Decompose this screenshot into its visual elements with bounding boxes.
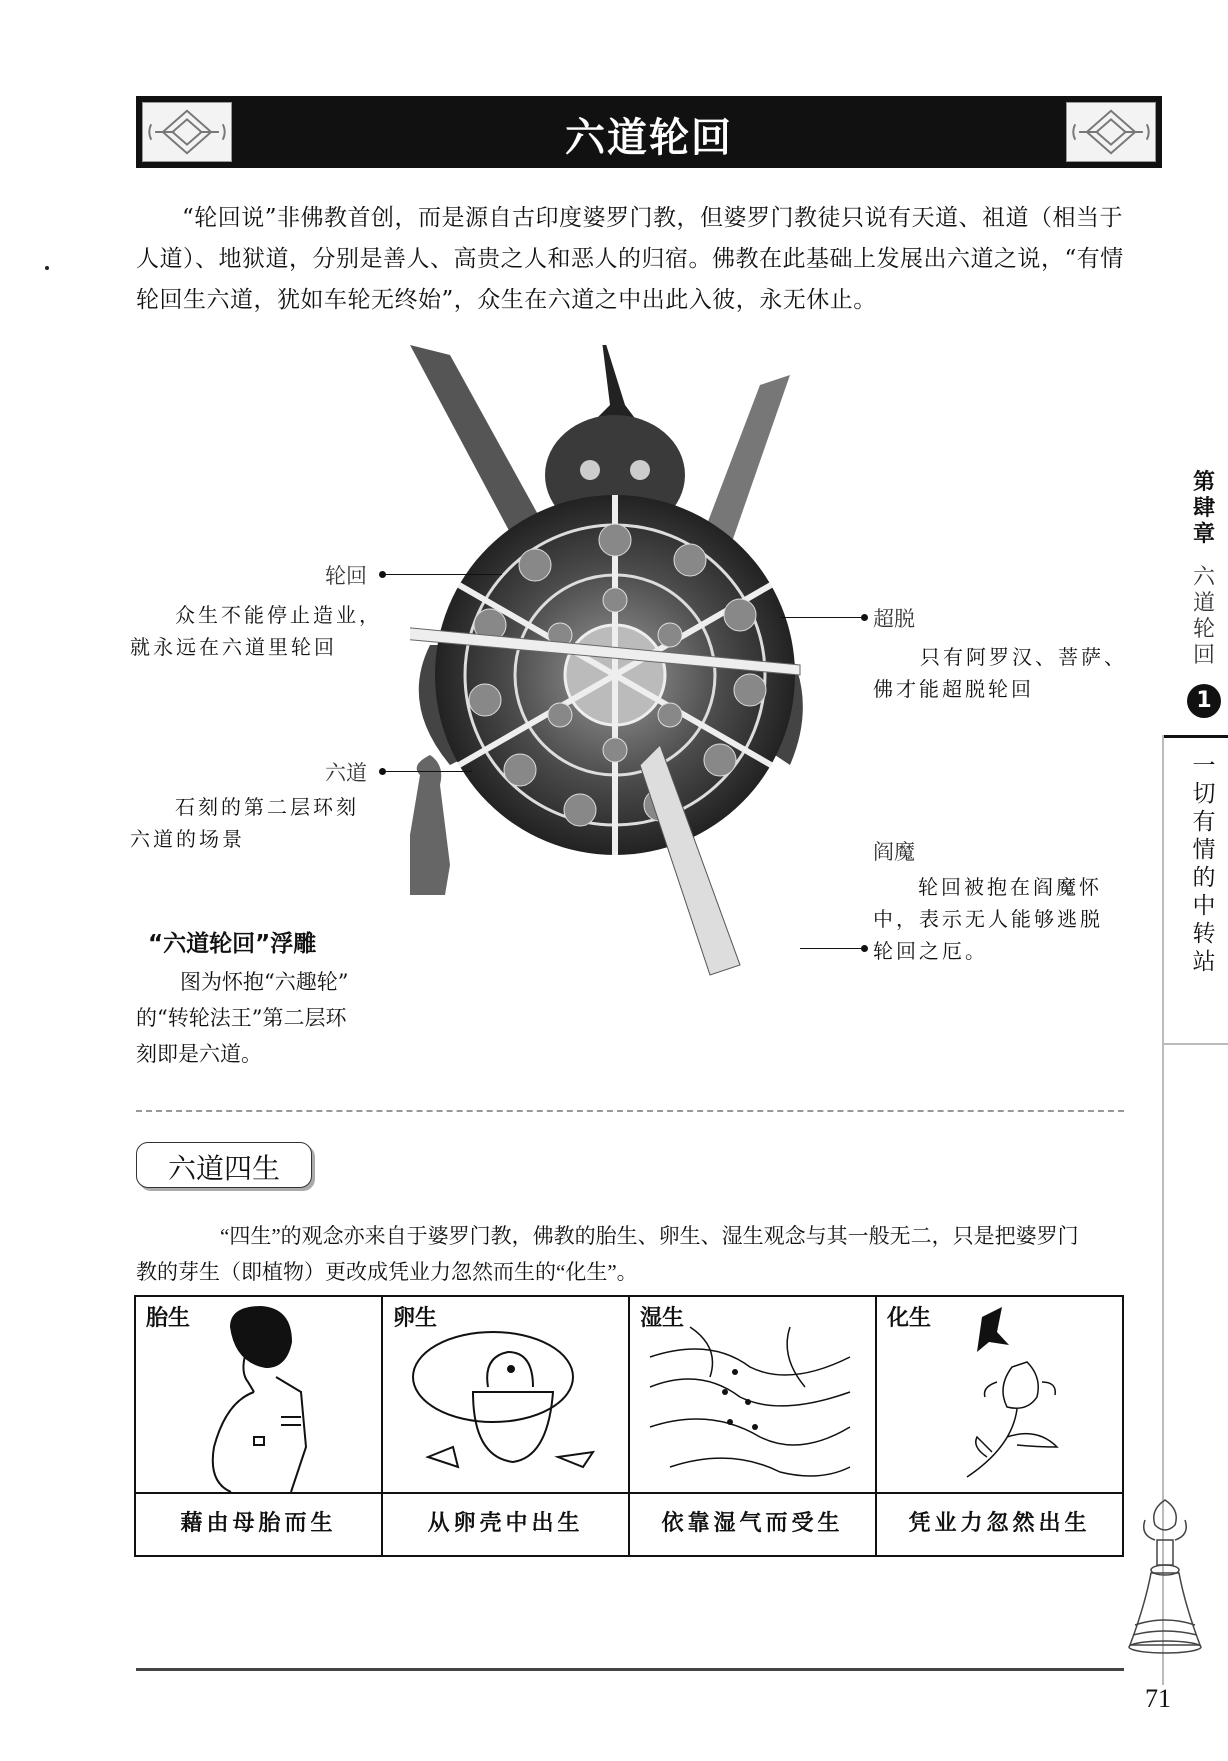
annotation-title-lunhui: 轮回 xyxy=(325,564,367,588)
sidebar-divider xyxy=(1162,1043,1228,1045)
footer-rule xyxy=(136,1668,1124,1671)
annotation-text: 众生不能停止造业， xyxy=(175,603,382,627)
endless-knot-icon xyxy=(1066,102,1156,162)
annotation-text: 轮回被抱在阎魔怀 xyxy=(918,875,1102,899)
birth-type-label: 湿生 xyxy=(640,1305,685,1331)
figure-caption-title: “六道轮回”浮雕 xyxy=(148,931,317,957)
figure-caption-text: 的“转轮法王”第二层环 xyxy=(136,1006,347,1030)
birth-type-label: 卵生 xyxy=(393,1305,438,1331)
sidebar-chapter: 第肆章 xyxy=(1192,470,1215,547)
wheel-of-life-relief xyxy=(410,345,930,1065)
birth-cell xyxy=(383,1297,630,1555)
annotation-text: 就永远在六道里轮回 xyxy=(130,635,337,659)
section-paragraph: “四生”的观念亦来自于婆罗门教，佛教的胎生、卵生、湿生观念与其一般无二，只是把婆罗门教的芽生（即植物）更改成凭业力忽然而生的“化生”。 xyxy=(136,1224,1079,1284)
annotation-line xyxy=(382,574,502,575)
annotation-line xyxy=(800,948,865,949)
ritual-bell-icon xyxy=(1115,1495,1215,1660)
birth-description: 依靠湿气而受生 xyxy=(661,1510,844,1536)
annotation-text: 中，表示无人能够逃脱 xyxy=(873,907,1103,931)
annotation-line xyxy=(780,617,865,618)
annotation-title-liudao: 六道 xyxy=(325,761,367,785)
figure-caption-text: 刻即是六道。 xyxy=(136,1042,262,1066)
intro-paragraph: “轮回说”非佛教首创，而是源自古印度婆罗门教，但婆罗门教徒只说有天道、祖道（相当于人道）、地狱道，分别是善人、高贵之人和恶人的归宿。佛教在此基础上发展出六道之说，“有情轮回生六道，犹如车轮无终始”，众生在六道之中出此入彼，永无休止。 xyxy=(136,205,1124,313)
section-divider xyxy=(136,1110,1124,1112)
birth-description: 凭业力忽然出生 xyxy=(908,1510,1091,1536)
annotation-text: 佛才能超脱轮回 xyxy=(873,677,1034,701)
annotation-title-chaotuo: 超脱 xyxy=(873,607,915,631)
four-births-table xyxy=(134,1295,1124,1557)
birth-cell xyxy=(630,1297,877,1555)
sidebar-divider xyxy=(1162,735,1228,738)
birth-cell xyxy=(136,1297,383,1555)
scan-speck xyxy=(45,266,49,270)
annotation-text: 轮回之厄。 xyxy=(873,939,988,963)
sidebar-section-number: 1 xyxy=(1187,684,1221,718)
annotation-text: 六道的场景 xyxy=(130,827,245,851)
annotation-text: 只有阿罗汉、菩萨、 xyxy=(920,645,1127,669)
birth-type-label: 化生 xyxy=(887,1305,932,1331)
page-number: 71 xyxy=(1145,1684,1171,1713)
page-title: 六道轮回 xyxy=(565,115,733,161)
section-header xyxy=(136,1142,312,1188)
section-title: 六道四生 xyxy=(167,1152,280,1185)
annotation-text: 石刻的第二层环刻 xyxy=(175,795,359,819)
figure-caption-text: 图为怀抱“六趣轮” xyxy=(180,970,349,994)
birth-description: 从卵壳中出生 xyxy=(427,1510,584,1536)
birth-cell xyxy=(877,1297,1122,1555)
title-banner xyxy=(136,96,1162,168)
birth-description: 藉由母胎而生 xyxy=(180,1510,337,1536)
sidebar-subtitle: 六道轮回 xyxy=(1192,565,1215,668)
annotation-line xyxy=(382,771,472,772)
birth-type-label: 胎生 xyxy=(146,1305,191,1331)
sidebar-section-title: 一切有情的中转站 xyxy=(1192,753,1216,975)
annotation-title-yanmo: 阎魔 xyxy=(873,840,915,864)
